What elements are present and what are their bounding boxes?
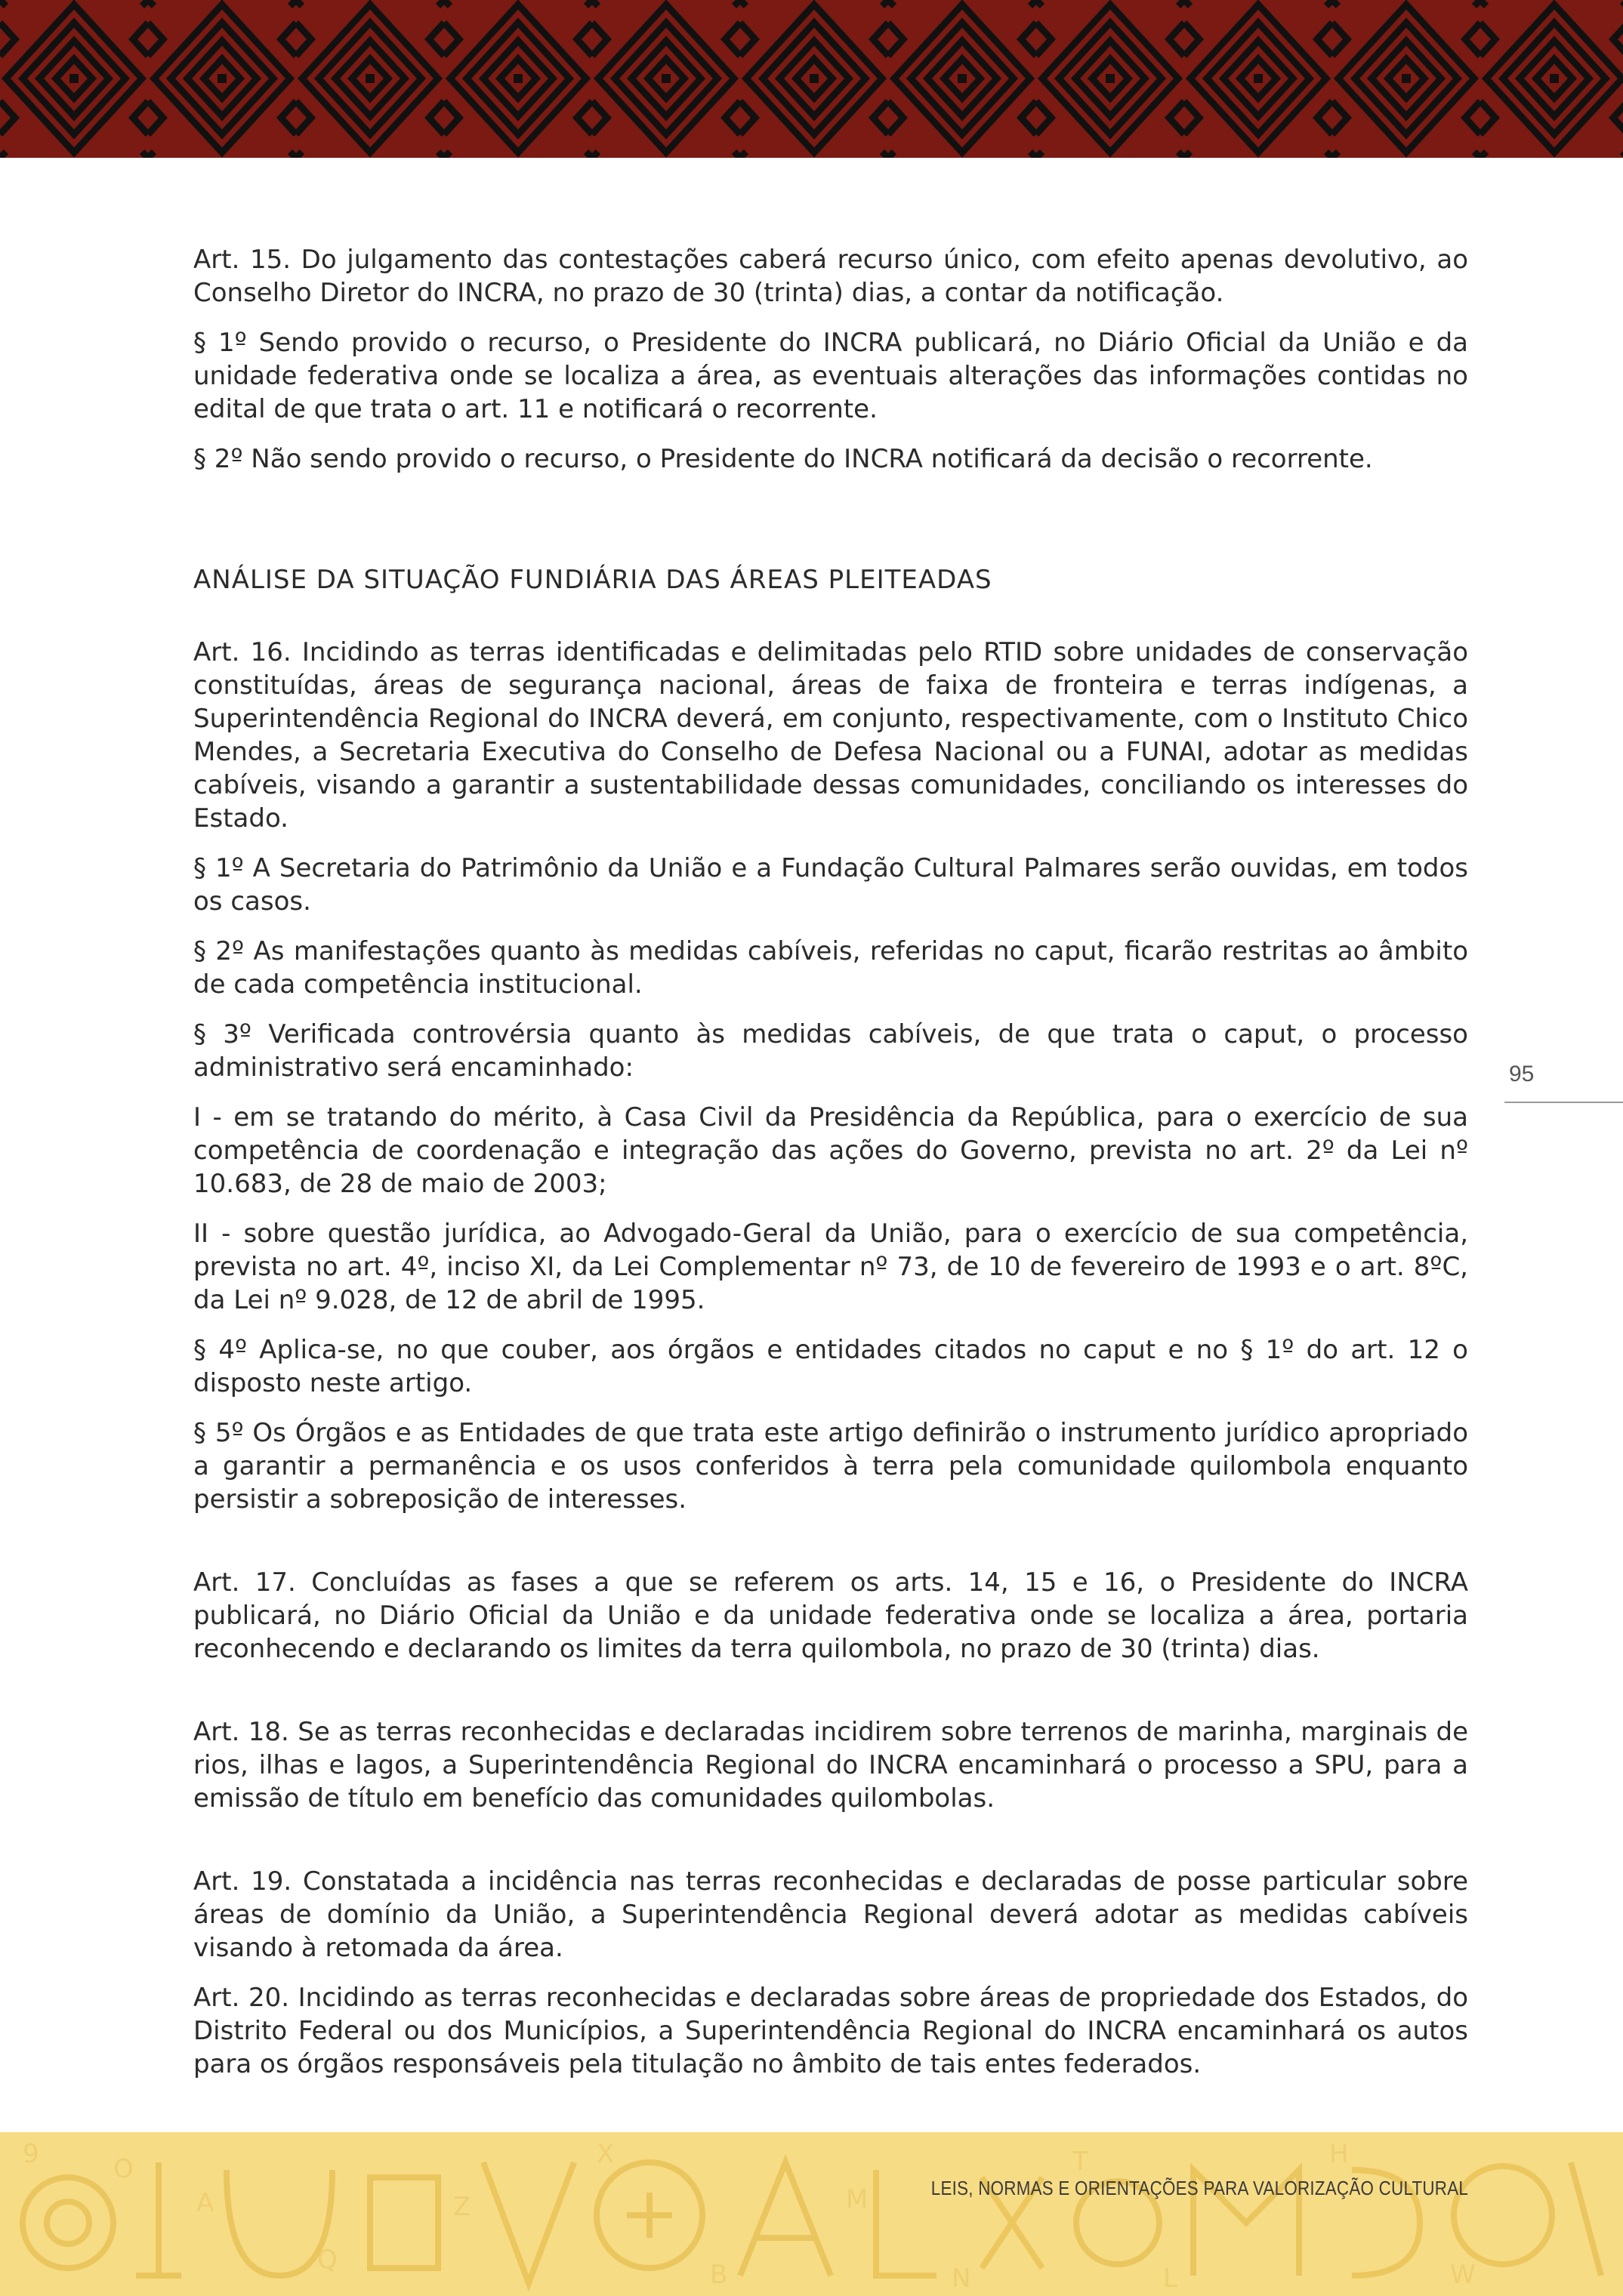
footer-decorative-band: [0, 2132, 1623, 2296]
svg-text:H: H: [1329, 2139, 1349, 2169]
article-16-paragraph-5: § 5º Os Órgãos e as Entidades de que trata este artigo definirão o instrumento jurídico apropriado a garantir a permanência e os usos conferidos à terra pela comunidade quilombola enquanto persistir a sobreposição de interesses.: [193, 1418, 1468, 1515]
svg-text:A: A: [196, 2188, 214, 2218]
article-16-paragraph-3: § 3º Verificada controvérsia quanto às medidas cabíveis, de que trata o caput, o processo administrativo será encaminhado:: [193, 1019, 1468, 1083]
svg-text:9: 9: [23, 2139, 39, 2169]
svg-text:W: W: [1450, 2260, 1476, 2290]
article-16: Art. 16. Incidindo as terras identificadas e delimitadas pelo RTID sobre unidades de conservação constituídas, áreas de segurança nacional, áreas de faixa de fronteira e terras indígenas, a Superintendência Regional do INCRA deverá, em conjunto, respectivamente, com o Instituto Chico Mendes, a Secretaria Executiva do Conselho de Defesa Nacional ou a FUNAI, adotar as medidas cabíveis, visando a garantir a sustentabilidade dessas comunidades, conciliando os interesses do Estado.: [193, 637, 1468, 834]
svg-text:N: N: [952, 2264, 971, 2294]
footer-glyph-pattern-graphic: [0, 2132, 1623, 2296]
footer-title: LEIS, NORMAS E ORIENTAÇÕES PARA VALORIZAÇÃO CULTURAL: [930, 2177, 1468, 2199]
page-number: 95: [1509, 1062, 1535, 1086]
article-15: Art. 15. Do julgamento das contestações caberá recurso único, com efeito apenas devolutivo, ao Conselho Diretor do INCRA, no prazo de 30 (trinta) dias, a contar da notificação.: [193, 245, 1468, 308]
article-16-item-ii: II - sobre questão jurídica, ao Advogado-Geral da União, para o exercício de sua competência, prevista no art. 4º, inciso XI, da Lei Complementar nº 73, de 10 de fevereiro de 1993 e o art. 8ºC, da Lei nº 9.028, de 12 de abril de 1995.: [193, 1219, 1468, 1315]
svg-text:L: L: [1163, 2264, 1177, 2294]
header-decorative-band: [0, 0, 1623, 158]
svg-text:M: M: [846, 2184, 869, 2214]
svg-text:O: O: [113, 2154, 134, 2184]
svg-text:Q: Q: [317, 2245, 338, 2275]
article-15-paragraph-2: § 2º Não sendo provido o recurso, o Presidente do INCRA notificará da decisão o recorrente.: [193, 444, 1373, 474]
document-body: [193, 243, 1468, 2097]
section-title: ANÁLISE DA SITUAÇÃO FUNDIÁRIA DAS ÁREAS PLEITEADAS: [193, 565, 992, 595]
article-16-item-i: I - em se tratando do mérito, à Casa Civil da Presidência da República, para o exercício de sua competência de coordenação e integração das ações do Governo, prevista no art. 2º da Lei nº 10.683, de 28 de maio de 2003;: [193, 1102, 1468, 1199]
article-15-paragraph-1: § 1º Sendo provido o recurso, o Presidente do INCRA publicará, no Diário Oficial da União e da unidade federativa onde se localiza a área, as eventuais alterações das informações contidas no edital de que trata o art. 11 e notificará o recorrente.: [193, 328, 1468, 424]
article-16-paragraph-4: § 4º Aplica-se, no que couber, aos órgãos e entidades citados no caput e no § 1º do art. 12 o disposto neste artigo.: [193, 1335, 1468, 1398]
article-19: Art. 19. Constatada a incidência nas terras reconhecidas e declaradas de posse particular sobre áreas de domínio da União, a Superintendência Regional deverá adotar as medidas cabíveis visando à retomada da área.: [193, 1866, 1468, 1963]
article-17: Art. 17. Concluídas as fases a que se referem os arts. 14, 15 e 16, o Presidente do INCRA publicará, no Diário Oficial da União e da unidade federativa onde se localiza a área, portaria reconhecendo e declarando os limites da terra quilombola, no prazo de 30 (trinta) dias.: [193, 1567, 1468, 1664]
geometric-pattern-graphic: [0, 0, 1623, 158]
svg-text:Z: Z: [453, 2192, 471, 2222]
svg-text:X: X: [597, 2139, 615, 2169]
svg-text:B: B: [710, 2260, 728, 2290]
article-20: Art. 20. Incidindo as terras reconhecidas e declaradas sobre áreas de propriedade dos Estados, do Distrito Federal ou dos Municípios, a Superintendência Regional do INCRA encaminhará os autos para os órgãos responsáveis pela titulação no âmbito de tais entes federados.: [193, 1983, 1468, 2079]
article-16-paragraph-2: § 2º As manifestações quanto às medidas cabíveis, referidas no caput, ficarão restritas ao âmbito de cada competência institucional.: [193, 936, 1468, 1000]
article-16-paragraph-1: § 1º A Secretaria do Patrimônio da União e a Fundação Cultural Palmares serão ouvidas, em todos os casos.: [193, 853, 1468, 917]
article-18: Art. 18. Se as terras reconhecidas e declaradas incidirem sobre terrenos de marinha, marginais de rios, ilhas e lagos, a Superintendência Regional do INCRA encaminhará o processo a SPU, para a emissão de título em benefício das comunidades quilombolas.: [193, 1717, 1468, 1814]
page-number-rule: [1504, 1102, 1623, 1103]
svg-text:T: T: [1072, 2147, 1088, 2177]
